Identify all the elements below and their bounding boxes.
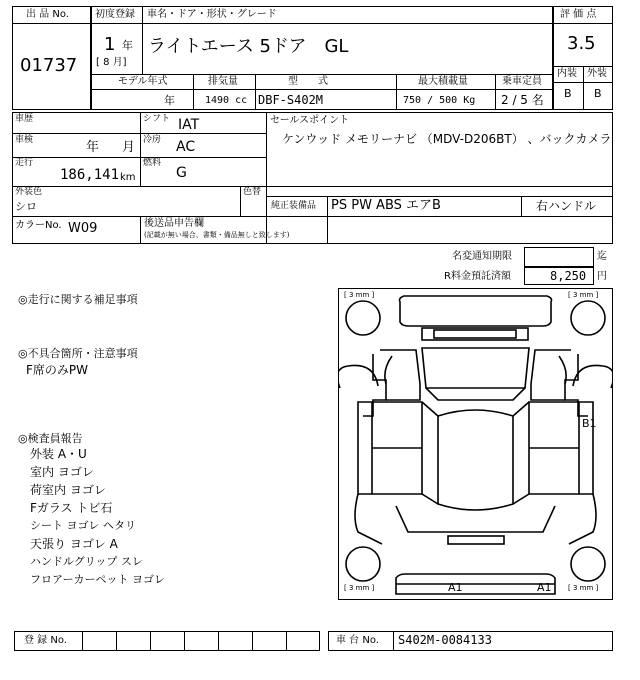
inspector-label: ◎検査員報告 — [18, 432, 83, 445]
shift: IAT — [178, 117, 200, 133]
reg-no-label: 登 録 No. — [24, 635, 67, 646]
tire-rear-right — [571, 547, 605, 581]
docs-label: 後送品申告欄 — [144, 218, 204, 229]
damage-mark-b1: B1 — [582, 417, 597, 430]
tire-label-front-left: [ 3 mm ] — [344, 291, 375, 299]
score: 3.5 — [567, 33, 596, 54]
tire-label-front-right: [ 3 mm ] — [568, 291, 599, 299]
inspection-month-unit: 月 — [122, 140, 136, 155]
model-year-unit: 年 — [164, 94, 175, 107]
genuine-equipment: PS PW ABS エアB — [331, 198, 441, 213]
lot-no: 01737 — [20, 55, 78, 76]
tire-front-left — [346, 301, 380, 335]
exterior-grade: B — [594, 87, 602, 100]
defects-text: F席のみPW — [26, 363, 89, 377]
defects-label: ◎不具合箇所・注意事項 — [18, 347, 138, 360]
recycle-label: R料金預託済額 — [444, 271, 511, 282]
inspector-line-7: ハンドルグリップ スレ — [30, 555, 143, 568]
fuel: G — [176, 165, 187, 181]
damage-mark-a1-rear-center: A1 — [448, 581, 463, 594]
color-no-label: カラーNo. — [15, 220, 62, 231]
sales-points-label: セールスポイント — [270, 115, 350, 126]
score-label: 評 価 点 — [560, 9, 597, 20]
roof — [438, 410, 513, 510]
inspector-line-6: 天張り ヨゴレ A — [30, 537, 118, 551]
inspector-line-2: 室内 ヨゴレ — [30, 465, 94, 479]
recycle-amount: 8,250 — [550, 269, 587, 283]
first-reg-month: [ 8 月] — [96, 57, 127, 68]
exterior-color-label: 外装色 — [15, 187, 43, 197]
inspection-label: 車検 — [15, 135, 34, 145]
ac-label: 冷房 — [143, 135, 162, 145]
inspector-line-1: 外装 A・U — [30, 447, 87, 461]
inspector-line-5: シート ヨゴレ ヘタリ — [30, 519, 136, 532]
chassis-label: 車 台 No. — [336, 635, 379, 646]
chassis-no: S402M-0084133 — [398, 633, 492, 647]
tire-front-right — [571, 301, 605, 335]
damage-mark-a1-rear-right: A1 — [537, 581, 552, 594]
steering: 右ハンドル — [536, 199, 597, 213]
tire-label-rear-left: [ 3 mm ] — [344, 584, 375, 592]
color-no: W09 — [68, 221, 98, 236]
recycle-unit: 円 — [597, 271, 607, 282]
model-year-label: モデル年式 — [118, 76, 168, 87]
exterior-label: 外装 — [587, 68, 607, 79]
tire-label-rear-right: [ 3 mm ] — [568, 584, 599, 592]
capacity-label: 乗車定員 — [502, 76, 542, 87]
interior-grade: B — [564, 87, 572, 100]
mileage-label: 走行 — [15, 158, 34, 168]
shift-label: シフト — [143, 114, 171, 124]
type-label: 型 式 — [288, 76, 328, 87]
max-load: 750 / 500 Kg — [403, 95, 476, 106]
tire-rear-left — [346, 547, 380, 581]
transfer-deadline-label: 名変通知期限 — [452, 251, 512, 262]
docs-note: (記載が無い場合、書類・備品無しと致します) — [144, 231, 290, 239]
inspector-line-8: フロアーカーペット ヨゴレ — [30, 573, 165, 586]
history-label: 車歴 — [15, 114, 34, 124]
ac: AC — [176, 139, 196, 155]
car-name-label: 車名・ドア・形状・グレード — [147, 9, 277, 20]
inspection-year-unit: 年 — [86, 140, 100, 155]
front-bumper — [400, 296, 552, 326]
model-type: DBF-S402M — [258, 93, 324, 107]
first-reg-label: 初度登録 — [95, 9, 135, 20]
driving-notes-label: ◎走行に関する補足事項 — [18, 293, 138, 306]
interior-label: 内装 — [557, 68, 577, 79]
transfer-deadline-box — [524, 247, 594, 267]
genuine-equipment-label: 純正装備品 — [271, 201, 317, 211]
exterior-color: シロ — [15, 200, 37, 213]
fuel-label: 燃料 — [143, 158, 162, 168]
mileage: 186,141 — [60, 167, 120, 183]
inspector-line-3: 荷室内 ヨゴレ — [30, 483, 106, 497]
car-name: ライトエース 5ドア GL — [148, 36, 349, 57]
transfer-deadline-unit: 迄 — [597, 251, 607, 262]
first-reg-year: 1 — [104, 34, 116, 55]
max-load-label: 最大積載量 — [418, 76, 468, 87]
recolor-label: 色替 — [243, 187, 262, 197]
capacity: 2 / 5 名 — [501, 93, 544, 107]
car-outline-diagram — [338, 288, 613, 600]
lot-no-label: 出 品 No. — [26, 9, 69, 20]
mileage-unit: km — [120, 172, 136, 183]
sales-points: ケンウッド メモリーナビ （MDV-D206BT） 、バックカメラ — [282, 132, 612, 146]
first-reg-year-unit: 年 — [122, 39, 133, 52]
displacement-label: 排気量 — [208, 76, 238, 87]
inspector-line-4: Fガラス トビ石 — [30, 501, 113, 515]
displacement: 1490 cc — [205, 95, 248, 106]
